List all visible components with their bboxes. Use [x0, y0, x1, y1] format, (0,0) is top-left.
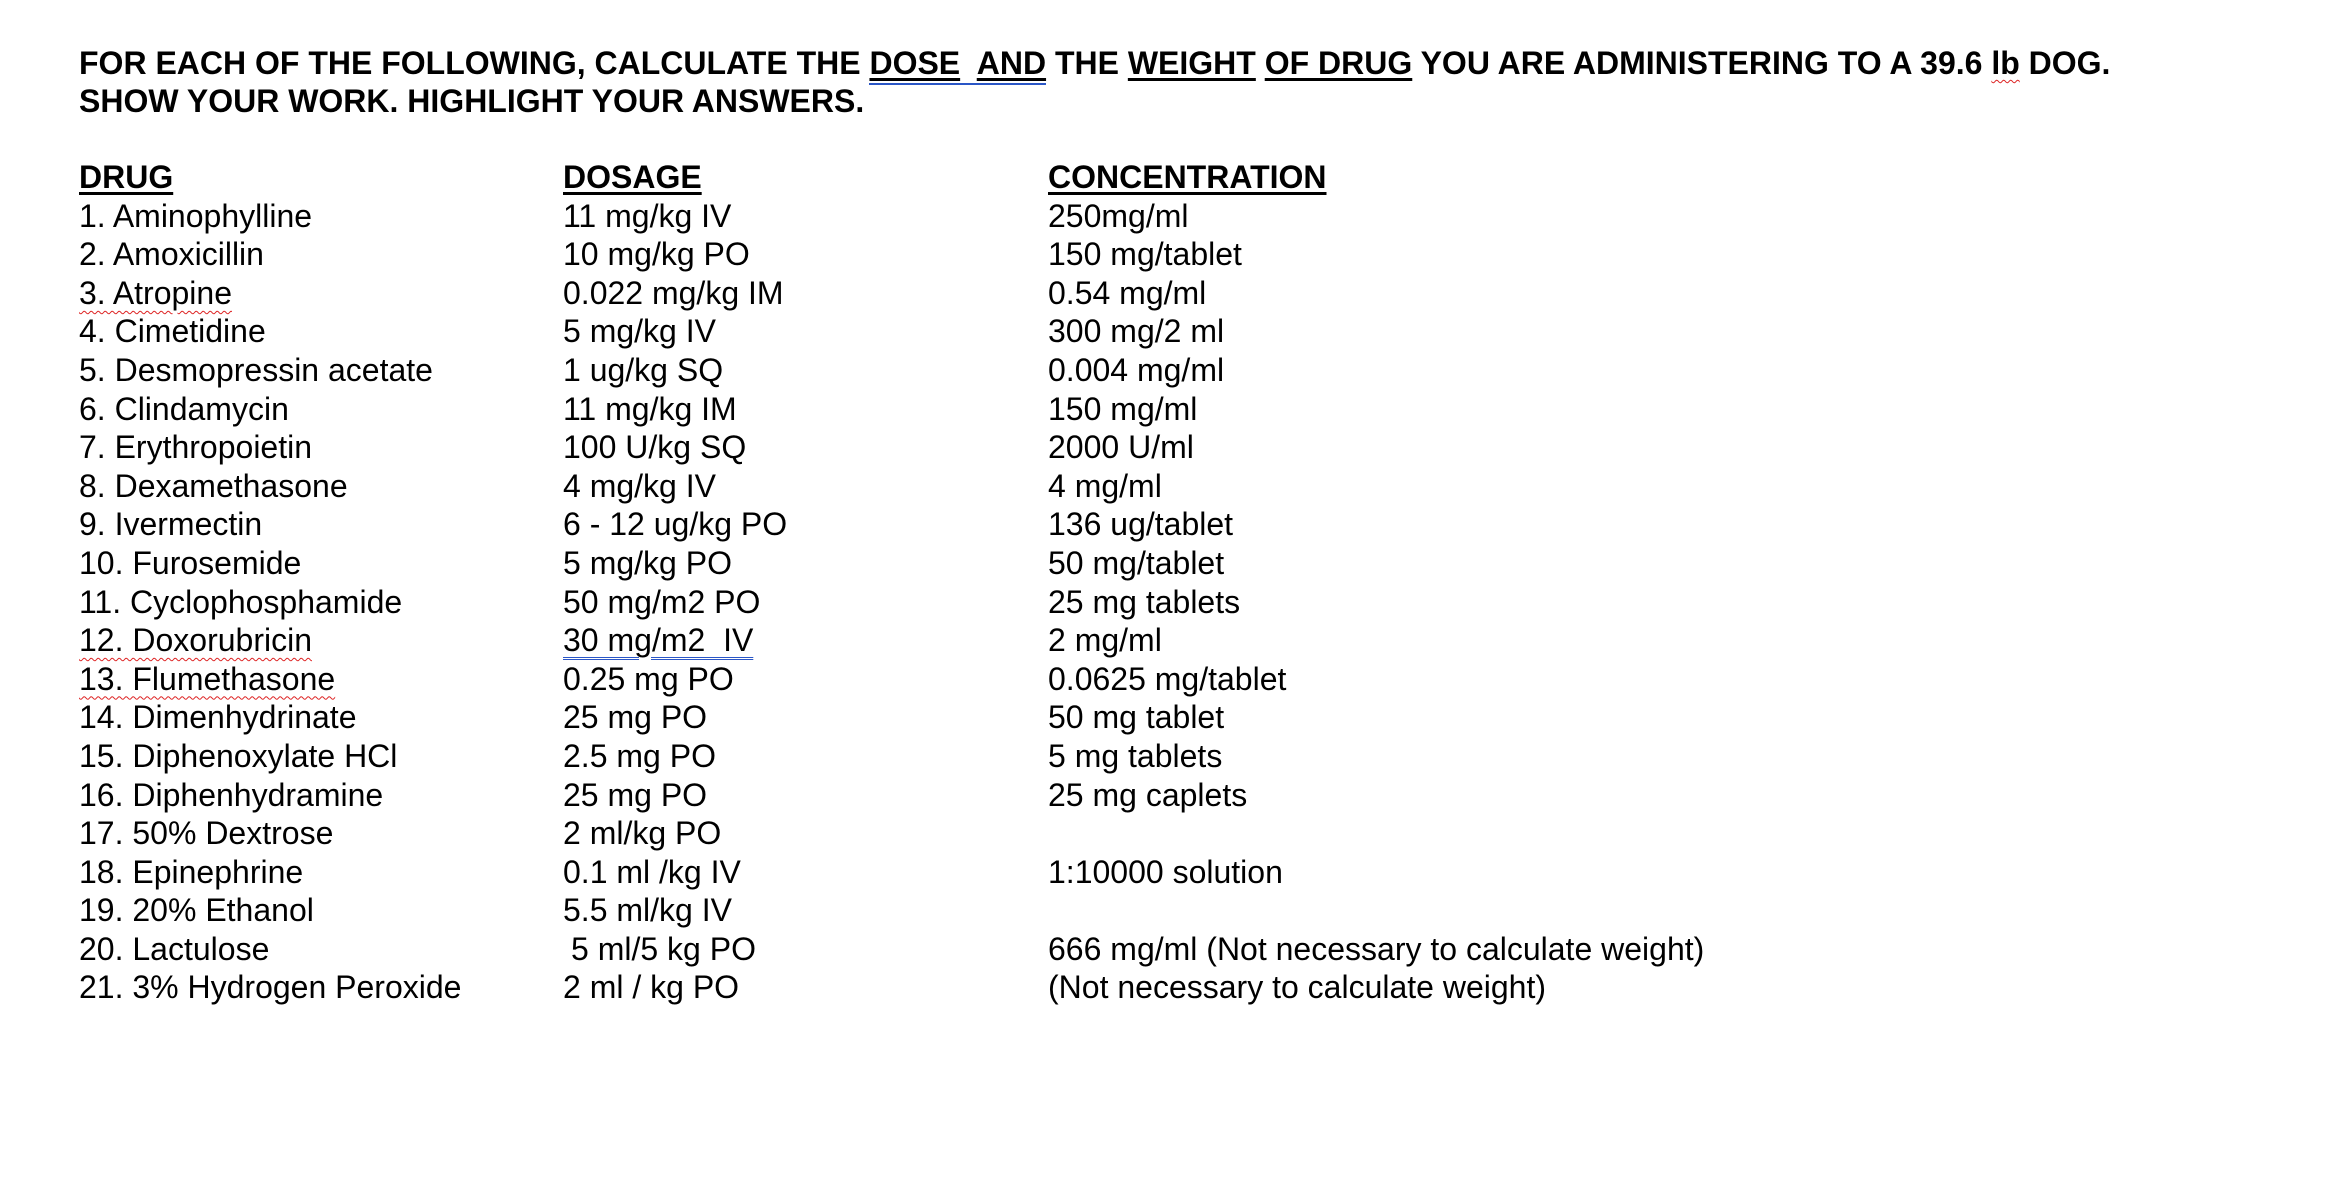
drug-cell-text: 12. Doxorubricin — [79, 622, 312, 659]
instructions-text-a: FOR EACH OF THE FOLLOWING, CALCULATE THE — [79, 45, 870, 81]
dosage-cell: 0.1 ml /kg IV — [563, 853, 741, 890]
concentration-cell: 0.004 mg/ml — [1048, 351, 1225, 388]
concentration-cell: (Not necessary to calculate weight) — [1048, 969, 1546, 1006]
dose-gap — [960, 45, 977, 81]
dosage-cell: 2.5 mg PO — [563, 737, 716, 774]
instructions-line-2: SHOW YOUR WORK. HIGHLIGHT YOUR ANSWERS. — [79, 83, 865, 119]
dosage-cell: 5 mg/kg PO — [563, 544, 732, 581]
and-word: AND — [976, 45, 1047, 81]
dosage-cell: 2 ml / kg PO — [563, 969, 740, 1006]
concentration-column — [1048, 158, 1704, 1007]
dosage-column-header: DOSAGE — [563, 159, 702, 195]
drug-cell: 6. Clindamycin — [79, 390, 289, 427]
concentration-cell: 0.0625 mg/tablet — [1048, 660, 1287, 697]
dosage-cell: 0.25 mg PO — [563, 660, 734, 697]
concentration-cell: 5 mg tablets — [1048, 737, 1223, 774]
drug-cell — [79, 621, 461, 660]
concentration-cell: 666 mg/ml (Not necessary to calculate weight) — [1048, 930, 1705, 967]
drug-cell: 16. Diphenhydramine — [79, 776, 384, 813]
drug-cell: 11. Cyclophosphamide — [79, 583, 403, 620]
drug-cell: 20. Lactulose — [79, 930, 270, 967]
drug-cell: 14. Dimenhydrinate — [79, 699, 357, 736]
concentration-column-header: CONCENTRATION — [1048, 159, 1327, 195]
concentration-cell: 50 mg/tablet — [1048, 544, 1225, 581]
drug-cell: 17. 50% Dextrose — [79, 815, 334, 852]
drug-cell: 2. Amoxicillin — [79, 236, 264, 273]
instructions-heading — [79, 44, 2319, 120]
dosage-cell — [563, 621, 787, 660]
dosage-cell: 5.5 ml/kg IV — [563, 892, 732, 929]
concentration-cell — [1048, 814, 1704, 853]
concentration-cell: 4 mg/ml — [1048, 467, 1162, 504]
concentration-cell — [1048, 891, 1704, 930]
dosage-cell: 25 mg PO — [563, 776, 708, 813]
concentration-cell: 25 mg tablets — [1048, 583, 1241, 620]
concentration-cell: 2 mg/ml — [1048, 622, 1162, 659]
drug-column-header: DRUG — [79, 159, 174, 195]
dosage-cell: 5 mg/kg IV — [563, 313, 716, 350]
concentration-cell: 300 mg/2 ml — [1048, 313, 1225, 350]
dosage-cell: 0.022 mg/kg IM — [563, 274, 784, 311]
drug-cell: 10. Furosemide — [79, 544, 302, 581]
dosage-cell: 6 - 12 ug/kg PO — [563, 506, 788, 543]
dosage-cell: 11 mg/kg IV — [563, 197, 732, 234]
of-drug-words: OF DRUG — [1264, 45, 1413, 81]
dosage-cell: 10 mg/kg PO — [563, 236, 750, 273]
dosage-cell: 11 mg/kg IM — [563, 390, 737, 427]
instructions-text-dog: DOG. — [2019, 45, 2111, 81]
drug-cell: 8. Dexamethasone — [79, 467, 348, 504]
concentration-cell: 2000 U/ml — [1048, 429, 1194, 466]
drug-cell: 5. Desmopressin acetate — [79, 351, 433, 388]
instructions-line-1 — [79, 44, 2319, 82]
dosage-cell: 50 mg/m2 PO — [563, 583, 761, 620]
concentration-cell: 136 ug/tablet — [1048, 506, 1234, 543]
dose-word: DOSE — [869, 45, 961, 81]
concentration-cell: 250mg/ml — [1048, 197, 1189, 234]
dosage-cell: 4 mg/kg IV — [563, 467, 716, 504]
drug-cell-text: 13. Flumethasone — [79, 660, 336, 697]
drug-cell — [79, 660, 461, 699]
concentration-cell: 150 mg/tablet — [1048, 236, 1242, 273]
drug-cell: 4. Cimetidine — [79, 313, 266, 350]
drug-cell: 15. Diphenoxylate HCl — [79, 737, 398, 774]
weight-word: WEIGHT — [1127, 45, 1256, 81]
dosage-cell: 5 ml/5 kg PO — [571, 930, 756, 967]
instructions-text-c: YOU ARE ADMINISTERING TO A 39.6 — [1412, 45, 1992, 81]
drug-cell: 18. Epinephrine — [79, 853, 304, 890]
drug-cell-text: 3. Atropine — [79, 274, 232, 311]
instructions-text-b: THE — [1046, 45, 1128, 81]
dose-and-group — [869, 45, 1046, 85]
drug-cell — [79, 274, 461, 313]
dosage-cell: 25 mg PO — [563, 699, 708, 736]
drug-cell: 7. Erythropoietin — [79, 429, 313, 466]
drug-column — [79, 158, 461, 1007]
dosage-column — [563, 158, 787, 1007]
concentration-cell: 1:10000 solution — [1048, 853, 1283, 890]
dosage-cell-text: 30 mg/m2 IV — [563, 622, 754, 659]
drug-cell: 9. Ivermectin — [79, 506, 263, 543]
concentration-cell: 0.54 mg/ml — [1048, 274, 1207, 311]
lb-unit: lb — [1991, 45, 2020, 81]
dosage-cell: 100 U/kg SQ — [563, 429, 747, 466]
drug-cell: 19. 20% Ethanol — [79, 892, 314, 929]
drug-cell: 1. Aminophylline — [79, 197, 313, 234]
concentration-cell: 150 mg/ml — [1048, 390, 1198, 427]
concentration-cell: 25 mg caplets — [1048, 776, 1248, 813]
drug-cell: 21. 3% Hydrogen Peroxide — [79, 969, 462, 1006]
dosage-cell: 1 ug/kg SQ — [563, 351, 724, 388]
concentration-cell: 50 mg tablet — [1048, 699, 1225, 736]
dosage-cell: 2 ml/kg PO — [563, 815, 722, 852]
